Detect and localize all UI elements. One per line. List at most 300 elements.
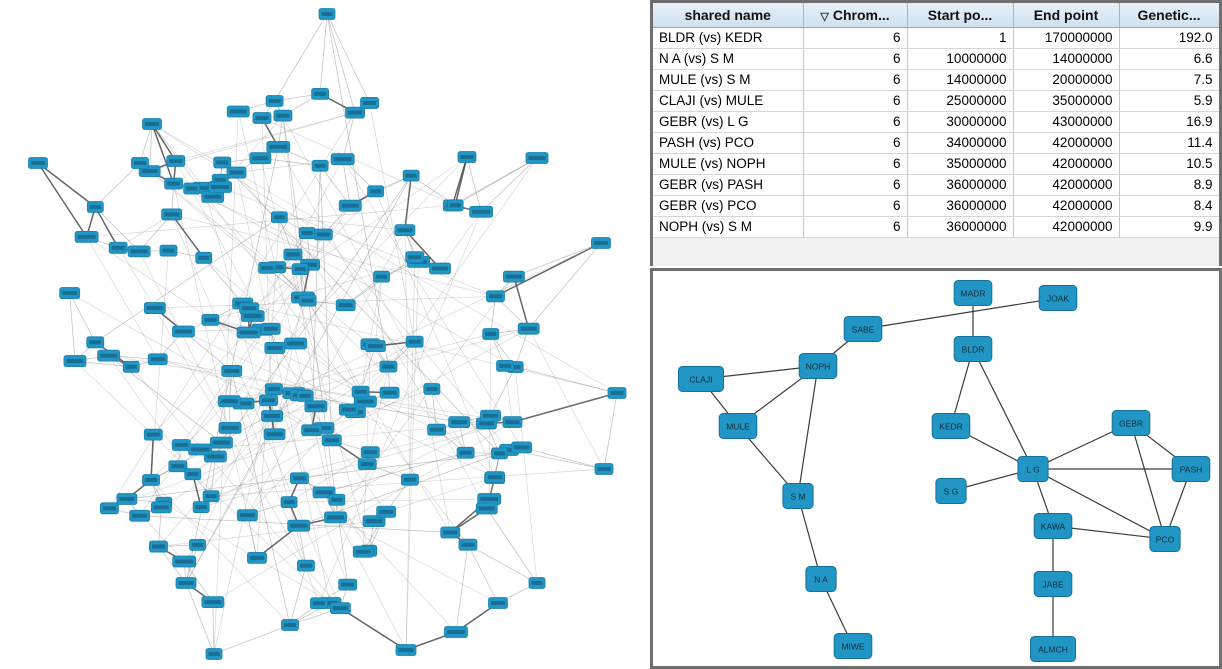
table-column-header-3[interactable] (1013, 3, 1119, 27)
network-small-edge[interactable] (798, 366, 818, 496)
node-label-glyphs (169, 159, 182, 163)
network-large-node[interactable] (406, 336, 423, 347)
node-label-glyphs (499, 364, 511, 368)
node-label-glyphs (307, 404, 324, 408)
cell-chromosome: 6 (803, 27, 907, 48)
network-large-node[interactable] (395, 225, 415, 236)
network-node-kawa[interactable] (1034, 514, 1072, 539)
network-large-node[interactable] (374, 271, 390, 282)
cell-start-point: 30000000 (907, 111, 1013, 132)
network-large-node[interactable] (261, 323, 280, 334)
node-label: L G (1026, 464, 1040, 475)
network-large-node[interactable] (247, 552, 266, 563)
network-large-node[interactable] (193, 502, 209, 513)
network-large-node[interactable] (285, 338, 307, 349)
network-node-noph[interactable] (799, 354, 837, 379)
network-large-node[interactable] (144, 429, 162, 440)
node-label: PCO (1155, 534, 1175, 545)
network-large-node[interactable] (299, 295, 316, 306)
network-small-edge[interactable] (973, 349, 1033, 469)
node-label-glyphs (204, 600, 221, 604)
network-large-node[interactable] (218, 396, 240, 407)
table-row[interactable] (653, 27, 1219, 48)
network-large-node[interactable] (297, 560, 314, 571)
node-label-glyphs (461, 543, 474, 547)
network-large-node[interactable] (189, 444, 212, 455)
network-large-node[interactable] (361, 97, 379, 108)
network-large-node[interactable] (143, 119, 162, 130)
network-node-jabe[interactable] (1034, 572, 1072, 597)
network-large-edge (95, 163, 140, 207)
network-large-node[interactable] (299, 228, 315, 239)
network-node-gebr[interactable] (1112, 411, 1150, 436)
network-large-edge (343, 113, 355, 160)
network-node-madr[interactable] (954, 281, 992, 306)
node-label-glyphs (485, 332, 496, 336)
table-row[interactable] (653, 216, 1219, 237)
node-label-glyphs (175, 443, 188, 447)
network-large-node[interactable] (227, 167, 246, 178)
network-large-edge (467, 157, 481, 212)
network-large-node[interactable] (271, 212, 287, 223)
network-large-node[interactable] (176, 578, 196, 589)
network-large-node[interactable] (595, 464, 613, 475)
network-large-node[interactable] (526, 153, 548, 164)
network-large-node[interactable] (486, 291, 504, 302)
network-large-edge (70, 293, 312, 430)
network-large-node[interactable] (380, 387, 399, 398)
network-large-node[interactable] (441, 527, 460, 538)
node-label-glyphs (315, 164, 326, 168)
table-column-header-2[interactable] (907, 3, 1013, 27)
node-label: MADR (960, 288, 986, 299)
network-large-node[interactable] (288, 520, 310, 531)
network-large-node[interactable] (447, 200, 463, 211)
cell-shared-name: GEBR (vs) L G (653, 111, 803, 132)
network-large-node[interactable] (330, 603, 350, 614)
network-large-node[interactable] (325, 512, 347, 523)
table-row[interactable] (653, 153, 1219, 174)
network-large-node[interactable] (281, 497, 297, 508)
network-large-node[interactable] (457, 447, 474, 458)
network-large-node[interactable] (202, 597, 224, 608)
node-label-glyphs (341, 583, 354, 587)
network-large-node[interactable] (322, 435, 341, 446)
network-large-node[interactable] (237, 510, 257, 521)
node-label-glyphs (529, 156, 546, 160)
network-large-node[interactable] (346, 107, 365, 118)
node-label-glyphs (145, 122, 159, 126)
node-label-glyphs (426, 387, 437, 391)
node-label: JOAK (1046, 293, 1070, 304)
node-label-glyphs (209, 652, 220, 656)
network-large-node[interactable] (406, 252, 424, 263)
network-large-node[interactable] (297, 390, 313, 401)
node-label-glyphs (304, 428, 319, 432)
network-large-node[interactable] (259, 262, 276, 273)
network-large-node[interactable] (339, 579, 357, 590)
cell-chromosome: 6 (803, 216, 907, 237)
cell-genetic-distance: 8.9 (1119, 174, 1219, 195)
network-large-edge (109, 356, 193, 475)
node-label-glyphs (363, 101, 376, 105)
node-label-glyphs (451, 420, 467, 424)
network-large-node[interactable] (428, 424, 446, 435)
network-large-node[interactable] (310, 598, 327, 609)
network-large-node[interactable] (358, 459, 376, 470)
network-large-node[interactable] (449, 417, 470, 428)
network-large-edge (320, 166, 350, 206)
network-large-node[interactable] (210, 437, 232, 448)
network-large-node[interactable] (483, 328, 499, 339)
network-large-node[interactable] (60, 288, 80, 299)
network-large-node[interactable] (430, 263, 451, 274)
node-label-glyphs (276, 114, 289, 118)
network-large-node[interactable] (144, 303, 165, 314)
node-label-glyphs (316, 490, 333, 494)
network-large-edge (495, 243, 601, 296)
node-label-glyphs (339, 303, 353, 307)
network-large-node[interactable] (29, 158, 48, 169)
network-node-kedr[interactable] (932, 414, 970, 439)
network-large-node[interactable] (209, 181, 232, 192)
cell-chromosome: 6 (803, 132, 907, 153)
node-label-glyphs (267, 432, 283, 436)
network-large-node[interactable] (173, 556, 196, 567)
network-large-node[interactable] (401, 474, 418, 485)
network-large-edge (213, 602, 214, 654)
cell-shared-name: GEBR (vs) PCO (653, 195, 803, 216)
network-large-node[interactable] (266, 96, 283, 107)
cell-end-point: 42000000 (1013, 174, 1119, 195)
network-large-node[interactable] (445, 627, 468, 638)
network-node-pco[interactable] (1150, 527, 1180, 552)
network-large-node[interactable] (109, 242, 127, 253)
node-label-glyphs (230, 109, 247, 113)
node-label-glyphs (397, 228, 412, 232)
network-large-node[interactable] (329, 494, 345, 505)
node-label-glyphs (327, 515, 344, 519)
network-large-node[interactable] (365, 341, 385, 352)
cell-chromosome: 6 (803, 90, 907, 111)
network-large-node[interactable] (302, 425, 322, 436)
network-large-node[interactable] (396, 645, 416, 656)
network-large-node[interactable] (172, 439, 190, 450)
node-label: JABE (1042, 579, 1064, 590)
network-large-node[interactable] (290, 473, 308, 484)
network-large-node[interactable] (361, 447, 379, 458)
table-row[interactable] (653, 69, 1219, 90)
network-large-node[interactable] (143, 475, 160, 486)
node-label-glyphs (472, 210, 490, 214)
network-node-almch[interactable] (1031, 637, 1076, 662)
network-large-node[interactable] (292, 264, 308, 275)
node-label: ALMCH (1038, 644, 1068, 655)
network-large-node[interactable] (202, 314, 219, 325)
node-label-glyphs (611, 391, 624, 395)
node-label-glyphs (480, 497, 498, 501)
table-row[interactable] (653, 174, 1219, 195)
network-large-node[interactable] (262, 410, 283, 421)
network-node-s-m[interactable] (783, 484, 813, 509)
network-large-node[interactable] (98, 350, 120, 361)
table-column-header-label: Genetic... (1137, 6, 1201, 23)
node-label-glyphs (302, 299, 314, 303)
network-node-joak[interactable] (1039, 286, 1077, 311)
network-large-node[interactable] (459, 539, 477, 550)
cell-end-point: 42000000 (1013, 195, 1119, 216)
network-large-node[interactable] (202, 191, 224, 202)
network-large-node[interactable] (117, 494, 137, 505)
network-large-node[interactable] (518, 323, 539, 334)
table-row[interactable] (653, 111, 1219, 132)
network-large-node[interactable] (64, 356, 86, 367)
network-large-node[interactable] (75, 231, 98, 242)
network-large-node[interactable] (368, 186, 384, 197)
network-large-node[interactable] (485, 472, 504, 483)
node-label: CLAJI (689, 374, 713, 385)
network-large-node[interactable] (206, 649, 222, 660)
network-node-n-a[interactable] (806, 567, 836, 592)
network-large-node[interactable] (314, 229, 332, 240)
network-view-small[interactable] (650, 268, 1222, 669)
network-large-node[interactable] (476, 503, 497, 514)
node-label-glyphs (164, 212, 179, 216)
network-node-bldr[interactable] (954, 337, 992, 362)
node-label-glyphs (532, 581, 543, 585)
network-large-node[interactable] (87, 201, 103, 212)
cell-chromosome: 6 (803, 111, 907, 132)
network-large-node[interactable] (260, 395, 278, 406)
network-large-node[interactable] (592, 238, 611, 249)
node-label-glyphs (313, 601, 325, 605)
node-label: SABE (851, 324, 875, 335)
network-large-edge (361, 277, 382, 392)
network-large-node[interactable] (503, 271, 524, 282)
node-label-glyphs (598, 467, 611, 471)
network-large-node[interactable] (190, 539, 206, 550)
node-label-glyphs (331, 498, 342, 502)
node-label-glyphs (269, 145, 287, 149)
network-large-node[interactable] (403, 170, 419, 181)
network-large-node[interactable] (284, 249, 302, 260)
network-large-node[interactable] (491, 448, 507, 459)
network-large-node[interactable] (608, 388, 626, 399)
network-node-l-g[interactable] (1018, 457, 1048, 482)
cell-end-point: 35000000 (1013, 90, 1119, 111)
network-large-node[interactable] (470, 206, 493, 217)
node-label: NOPH (805, 361, 831, 372)
node-label-glyphs (488, 475, 502, 479)
node-label-glyphs (505, 420, 519, 424)
cell-genetic-distance: 8.4 (1119, 195, 1219, 216)
table-column-header-4[interactable] (1119, 3, 1219, 27)
node-label-glyphs (399, 648, 414, 652)
node-label-glyphs (284, 623, 296, 627)
node-label-glyphs (221, 399, 238, 403)
network-large-node[interactable] (497, 360, 514, 371)
network-large-edge (340, 608, 406, 650)
network-large-node[interactable] (219, 422, 241, 433)
node-label-glyphs (443, 530, 457, 534)
node-label-glyphs (211, 185, 229, 189)
network-large-node[interactable] (458, 152, 476, 163)
network-large-node[interactable] (130, 510, 150, 521)
network-large-node[interactable] (165, 178, 183, 189)
network-large-node[interactable] (377, 506, 396, 517)
table-column-header-label: Start po... (927, 6, 993, 23)
node-label-glyphs (126, 365, 137, 369)
network-large-node[interactable] (222, 365, 242, 376)
network-large-node[interactable] (184, 183, 200, 194)
node-label-glyphs (250, 556, 264, 560)
node-label-glyphs (491, 601, 505, 605)
network-large-node[interactable] (267, 141, 290, 152)
network-large-node[interactable] (240, 303, 259, 314)
network-large-node[interactable] (160, 245, 177, 256)
node-label-glyphs (216, 160, 228, 164)
network-large-node[interactable] (312, 160, 328, 171)
network-large-node[interactable] (172, 326, 194, 337)
network-node-claji[interactable] (679, 367, 724, 392)
network-large-node[interactable] (100, 503, 118, 514)
network-large-node[interactable] (214, 157, 231, 168)
network-large-node[interactable] (123, 361, 139, 372)
node-label-glyphs (404, 478, 416, 482)
network-large-edge (38, 163, 95, 207)
network-node-sabe[interactable] (844, 317, 882, 342)
node-label-glyphs (175, 329, 192, 333)
network-small-nodes[interactable] (679, 281, 1210, 662)
network-node-mule[interactable] (719, 414, 757, 439)
node-label-glyphs (147, 306, 163, 310)
network-large-node[interactable] (380, 361, 397, 372)
network-large-node[interactable] (237, 327, 260, 338)
network-large-node[interactable] (185, 469, 201, 480)
table-row[interactable] (653, 195, 1219, 216)
network-small-canvas[interactable] (653, 271, 1219, 666)
cell-start-point: 35000000 (907, 153, 1013, 174)
node-label-glyphs (179, 581, 194, 585)
node-label-glyphs (230, 171, 244, 175)
cell-chromosome: 6 (803, 153, 907, 174)
node-label-glyphs (267, 346, 282, 350)
network-large-node[interactable] (167, 155, 185, 166)
node-label-glyphs (295, 267, 306, 271)
node-label-glyphs (342, 204, 359, 208)
node-label-glyphs (325, 438, 339, 442)
filter-icon[interactable]: ▽ (820, 10, 829, 23)
network-large-node[interactable] (331, 154, 354, 165)
node-label-glyphs (162, 249, 174, 253)
network-large-node[interactable] (227, 106, 249, 117)
node-label: N A (814, 574, 828, 585)
network-large-node[interactable] (265, 342, 285, 353)
network-large-node[interactable] (151, 502, 171, 513)
node-label-glyphs (89, 340, 101, 344)
table-column-header-0[interactable] (653, 3, 803, 27)
network-large-node[interactable] (512, 442, 532, 453)
table-header-row[interactable] (653, 3, 1219, 27)
network-large-node[interactable] (339, 200, 361, 211)
network-large-edge (604, 393, 617, 469)
edge-table-panel[interactable] (650, 0, 1222, 266)
network-large-node[interactable] (336, 300, 355, 311)
network-large-node[interactable] (312, 88, 329, 99)
node-label-glyphs (204, 318, 216, 322)
network-large-node[interactable] (169, 461, 187, 472)
cell-shared-name: PASH (vs) PCO (653, 132, 803, 153)
network-large-node[interactable] (481, 410, 501, 421)
node-label: KEDR (939, 421, 963, 432)
network-large-node[interactable] (131, 157, 148, 168)
network-large-edge (70, 293, 75, 361)
table-row[interactable] (653, 132, 1219, 153)
network-large-node[interactable] (424, 383, 440, 394)
node-label-glyphs (521, 327, 537, 331)
node-label-glyphs (167, 182, 180, 186)
cell-start-point: 1 (907, 27, 1013, 48)
network-large-node[interactable] (503, 417, 522, 428)
network-large-node[interactable] (305, 401, 327, 412)
node-label-glyphs (264, 414, 280, 418)
node-label-glyphs (430, 428, 443, 432)
table-column-header-1[interactable] (803, 3, 907, 27)
node-label-glyphs (222, 426, 239, 430)
node-label-glyphs (368, 344, 383, 348)
network-large-node[interactable] (319, 9, 335, 20)
network-large-edge (214, 625, 290, 654)
network-large-node[interactable] (253, 113, 271, 124)
cell-chromosome: 6 (803, 174, 907, 195)
network-large-node[interactable] (529, 578, 545, 589)
network-large-node[interactable] (339, 404, 358, 415)
network-large-edge (406, 257, 415, 650)
network-large-node[interactable] (282, 620, 299, 631)
network-large-node[interactable] (274, 110, 292, 121)
network-large-node[interactable] (352, 386, 369, 397)
network-large-node[interactable] (196, 252, 212, 263)
network-large-node[interactable] (203, 491, 219, 502)
network-large-node[interactable] (87, 337, 104, 348)
network-large-node[interactable] (250, 153, 271, 164)
network-large-node[interactable] (128, 246, 150, 257)
table-body[interactable] (653, 27, 1219, 237)
cell-end-point: 20000000 (1013, 69, 1119, 90)
node-label-glyphs (460, 451, 472, 455)
network-large-node[interactable] (264, 429, 285, 440)
cell-start-point: 10000000 (907, 48, 1013, 69)
node-label: MIWE (841, 641, 865, 652)
network-large-node[interactable] (149, 541, 167, 552)
network-large-node[interactable] (162, 209, 182, 220)
network-large-node[interactable] (265, 384, 282, 395)
network-large-node[interactable] (489, 598, 508, 609)
node-label-glyphs (322, 12, 333, 16)
network-node-miwe[interactable] (834, 634, 872, 659)
network-large-edge (139, 251, 230, 428)
table-row[interactable] (653, 90, 1219, 111)
node-label-glyphs (90, 205, 101, 209)
network-node-s-g[interactable] (936, 479, 966, 504)
network-large-node[interactable] (353, 546, 373, 557)
edge-table[interactable] (653, 3, 1220, 238)
network-node-pash[interactable] (1172, 457, 1210, 482)
network-small-edge[interactable] (1131, 423, 1165, 539)
table-row[interactable] (653, 48, 1219, 69)
cell-shared-name: GEBR (vs) PASH (653, 174, 803, 195)
network-large-node[interactable] (148, 354, 167, 365)
